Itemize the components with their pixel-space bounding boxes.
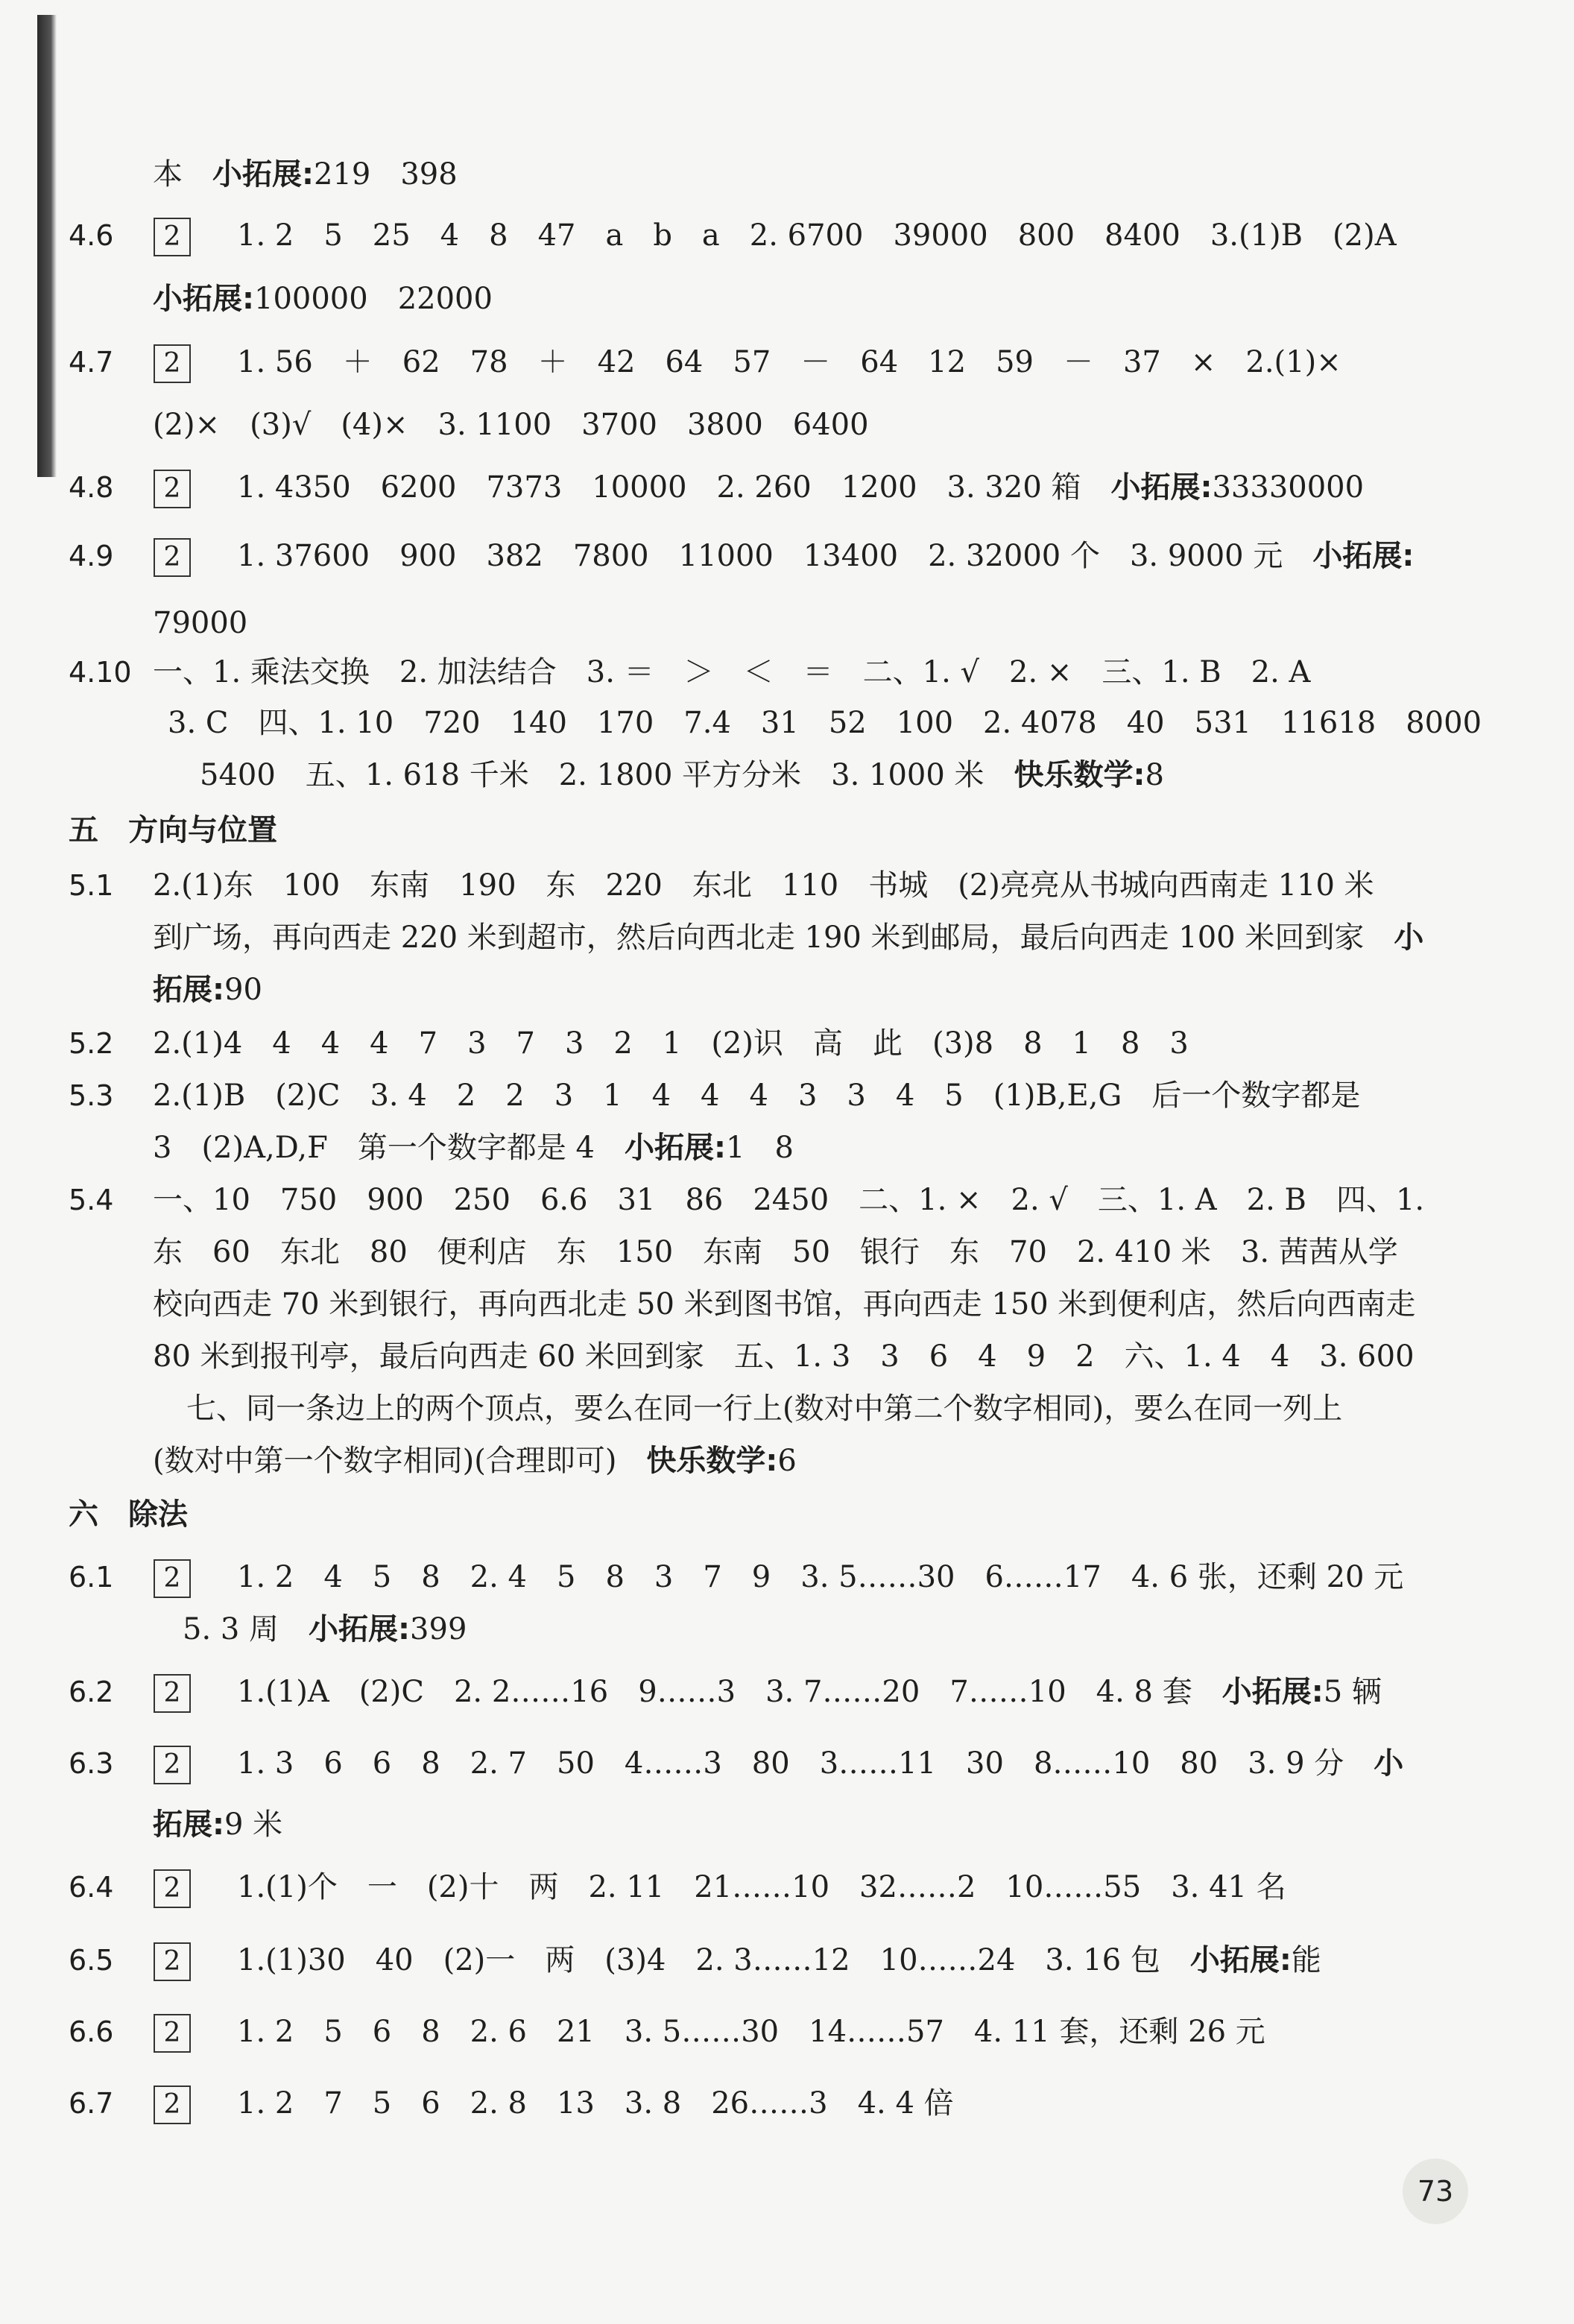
answer-text-group xyxy=(153,1130,794,1166)
answer-text: 1. 37600 900 382 7800 11000 13400 2. 32000 个 3. 9000 元 xyxy=(237,539,1313,573)
bonus-label: 小拓展: xyxy=(153,282,254,316)
answer-text: 1. 2 7 5 6 2. 8 13 3. 8 26……3 4. 4 倍 xyxy=(237,2086,954,2121)
bonus-answer: 能 xyxy=(1291,1943,1321,1977)
bonus-label: 小 xyxy=(1394,921,1424,955)
exercise-number: 4.6 xyxy=(69,219,114,252)
answer-text-group xyxy=(237,344,1341,380)
answer-text-group xyxy=(237,1746,1403,1781)
boxed-label: 2 xyxy=(154,1942,191,1981)
page-number: 73 xyxy=(1403,2159,1468,2224)
bonus-label: 小拓展: xyxy=(1189,1943,1292,1977)
answer-text-group xyxy=(237,218,1397,253)
answer-text: 2.(1)东 100 东南 190 东 220 东北 110 书城 (2)亮亮从书城向西南走 110 米 xyxy=(153,868,1374,903)
answer-text-group xyxy=(237,1674,1382,1710)
exercise-number: 6.4 xyxy=(69,1871,114,1904)
answer-text: 5. 3 周 xyxy=(183,1612,309,1646)
answer-text-group xyxy=(153,1443,797,1479)
answer-text: 2.(1)4 4 4 4 7 3 7 3 2 1 (2)识 高 此 (3)8 8 1 8 3 xyxy=(153,1026,1189,1061)
answer-text: 1.(1)A (2)C 2. 2……16 9……3 3. 7……20 7……10 4. 8 套 xyxy=(237,1675,1222,1709)
answer-text: 到广场，再向西走 220 米到超市，然后向西北走 190 米到邮局，最后向西走 100 米回到家 xyxy=(153,921,1394,955)
boxed-label: 2 xyxy=(154,344,191,383)
answer-text: 1.(1)30 40 (2)一 两 (3)4 2. 3……12 10……24 3. 16 包 xyxy=(237,1943,1190,1977)
answer-text-group xyxy=(153,605,247,641)
bonus-answer: 33330000 xyxy=(1212,470,1365,505)
answer-text: 80 米到报刊亭，最后向西走 60 米回到家 五、1. 3 3 6 4 9 2 六、1. 4 4 3. 600 xyxy=(153,1339,1415,1374)
answer-text: 1. 3 6 6 8 2. 7 50 4……3 80 3……11 30 8……10 80 3. 9 分 xyxy=(237,1746,1374,1781)
answer-text-group xyxy=(237,1559,1403,1595)
answer-text: (2)× (3)√ (4)× 3. 1100 3700 3800 6400 xyxy=(153,408,869,442)
answer-text: 1. 2 4 5 8 2. 4 5 8 3 7 9 3. 5……30 6……17 4. 6 张，还剩 20 元 xyxy=(237,1560,1404,1594)
answer-text-group xyxy=(237,538,1414,574)
answer-text: 1. 2 5 25 4 8 47 a b a 2. 6700 39000 800 8400 3.(1)B (2)A xyxy=(237,218,1397,253)
exercise-number: 6.7 xyxy=(69,2087,114,2120)
answer-text: (数对中第一个数字相同)(合理即可) xyxy=(153,1444,647,1478)
bonus-answer: 5 辆 xyxy=(1323,1675,1382,1709)
boxed-label: 2 xyxy=(154,2085,191,2124)
answer-text: 3 (2)A,D,F 第一个数字都是 4 xyxy=(153,1131,625,1165)
bonus-answer: 100000 22000 xyxy=(254,282,493,316)
answer-text: 1.(1)个 一 (2)十 两 2. 11 21……10 32……2 10……55 3. 41 名 xyxy=(237,1870,1286,1904)
exercise-number: 4.9 xyxy=(69,540,114,572)
bonus-answer: 6 xyxy=(777,1444,797,1478)
answer-text-group xyxy=(153,1807,282,1843)
answer-text: 校向西走 70 米到银行，再向西北走 50 米到图书馆，再向西走 150 米到便利店，然后向西南走 xyxy=(153,1287,1416,1322)
answer-text: 东 60 东北 80 便利店 东 150 东南 50 银行 东 70 2. 410 米 3. 茜茜从学 xyxy=(153,1235,1398,1269)
bonus-label: 拓展: xyxy=(153,973,224,1007)
bonus-answer: 399 xyxy=(410,1612,467,1646)
answer-text: 79000 xyxy=(153,606,248,640)
exercise-number: 4.7 xyxy=(69,346,114,379)
boxed-label: 2 xyxy=(154,1746,191,1784)
bonus-label: 快乐数学: xyxy=(646,1444,778,1478)
exercise-number: 5.2 xyxy=(69,1027,114,1060)
answer-text: 1. 4350 6200 7373 10000 2. 260 1200 3. 320 箱 xyxy=(237,470,1111,505)
answer-text: 一、10 750 900 250 6.6 31 86 2450 二、1. × 2. √ 三、1. A 2. B 四、1. xyxy=(153,1183,1425,1217)
answer-text: 2.(1)B (2)C 3. 4 2 2 3 1 4 4 4 3 3 4 5 (1)B,E,G 后一个数字都是 xyxy=(153,1079,1361,1113)
exercise-number: 4.8 xyxy=(69,471,114,504)
exercise-number: 6.3 xyxy=(69,1747,114,1780)
exercise-number: 6.2 xyxy=(69,1676,114,1708)
bonus-label: 小拓展: xyxy=(212,157,314,192)
answer-text-group xyxy=(153,157,458,192)
answer-text-group xyxy=(237,1942,1321,1978)
bonus-answer: 8 xyxy=(1145,758,1164,792)
answer-text-group xyxy=(153,281,493,317)
answer-text-group xyxy=(186,1391,1342,1427)
answer-text-group xyxy=(237,1869,1286,1905)
section-heading: 六 除法 xyxy=(69,1497,188,1532)
answer-text-group xyxy=(237,2085,954,2121)
answer-text-group xyxy=(237,470,1364,505)
answer-text-group xyxy=(153,1026,1189,1061)
answer-text-group xyxy=(153,1286,1415,1322)
bonus-answer: 90 xyxy=(224,973,262,1007)
answer-text-group xyxy=(153,1234,1398,1270)
exercise-number: 5.4 xyxy=(69,1184,114,1216)
answer-text: 七、同一条边上的两个顶点，要么在同一行上(数对中第二个数字相同)，要么在同一列上 xyxy=(186,1392,1343,1426)
answer-text: 一、1. 乘法交换 2. 加法结合 3. ＝ ＞ ＜ ＝ 二、1. √ 2. × 三、1. B 2. A xyxy=(153,655,1311,689)
bonus-label: 小 xyxy=(1374,1746,1404,1781)
answer-text-group xyxy=(153,1182,1424,1218)
section-heading: 五 方向与位置 xyxy=(69,813,277,847)
answer-text-group xyxy=(183,1611,467,1647)
bonus-answer: 1 8 xyxy=(726,1131,794,1165)
bonus-label: 小拓展: xyxy=(309,1612,411,1646)
boxed-label: 2 xyxy=(154,1674,191,1713)
bonus-label: 快乐数学: xyxy=(1014,758,1145,792)
bonus-answer: 219 398 xyxy=(314,157,458,192)
answer-text-group xyxy=(200,757,1164,793)
answer-text: 3. C 四、1. 10 720 140 170 7.4 31 52 100 2. 4078 40 531 11618 8000 xyxy=(168,706,1482,740)
exercise-number: 5.1 xyxy=(69,869,114,902)
exercise-number: 6.1 xyxy=(69,1561,114,1594)
boxed-label: 2 xyxy=(154,1869,191,1908)
bonus-label: 小拓展: xyxy=(1110,470,1213,505)
boxed-label: 2 xyxy=(154,470,191,508)
bonus-label: 小拓展: xyxy=(625,1131,726,1165)
answer-text-group xyxy=(153,1078,1360,1114)
boxed-label: 2 xyxy=(154,1559,191,1598)
boxed-label: 2 xyxy=(154,538,191,577)
answer-text: 5400 五、1. 618 千米 2. 1800 平方分米 3. 1000 米 xyxy=(200,758,1014,792)
bonus-label: 小拓展: xyxy=(1221,1675,1324,1709)
bonus-label: 小拓展: xyxy=(1312,539,1415,573)
answer-text: 1. 2 5 6 8 2. 6 21 3. 5……30 14……57 4. 11 套，还剩 26 元 xyxy=(237,2015,1265,2049)
answer-text-group xyxy=(168,705,1482,741)
answer-text-group xyxy=(153,868,1374,903)
exercise-number: 6.5 xyxy=(69,1944,114,1977)
bonus-answer: 9 米 xyxy=(224,1807,283,1842)
answer-text-group xyxy=(153,407,869,443)
answer-text: 本 xyxy=(153,157,212,192)
answer-text-group xyxy=(237,2014,1265,2050)
answer-text-group xyxy=(153,654,1310,690)
answer-text-group xyxy=(153,972,262,1008)
bonus-label: 拓展: xyxy=(153,1807,224,1842)
boxed-label: 2 xyxy=(154,218,191,256)
answer-text: 1. 56 ＋ 62 78 ＋ 42 64 57 － 64 12 59 － 37 × 2.(1)× xyxy=(237,345,1341,379)
answer-text-group xyxy=(153,920,1423,956)
boxed-label: 2 xyxy=(154,2014,191,2053)
exercise-number: 5.3 xyxy=(69,1079,114,1112)
answer-text-group xyxy=(153,1339,1415,1374)
exercise-number: 4.10 xyxy=(69,656,132,689)
exercise-number: 6.6 xyxy=(69,2015,114,2048)
